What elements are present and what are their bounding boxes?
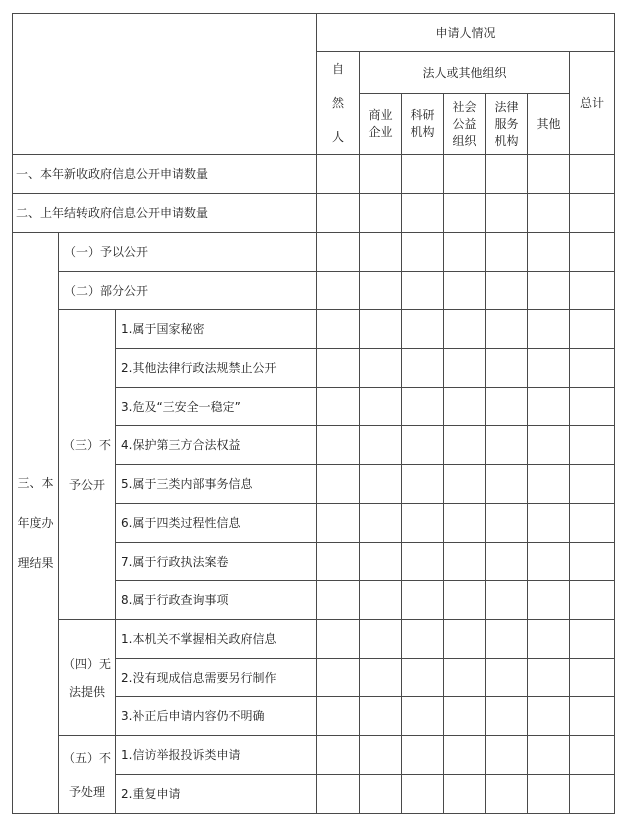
data-cell bbox=[317, 272, 360, 310]
data-cell bbox=[486, 465, 528, 504]
unable-item: 1.本机关不掌握相关政府信息 bbox=[116, 620, 317, 659]
data-cell bbox=[360, 504, 402, 543]
data-cell bbox=[360, 272, 402, 310]
data-cell bbox=[570, 465, 615, 504]
data-cell bbox=[317, 388, 360, 426]
data-cell bbox=[528, 426, 570, 465]
data-cell bbox=[444, 543, 486, 581]
not-disclose-item: 7.属于行政执法案卷 bbox=[116, 543, 317, 581]
data-cell bbox=[402, 775, 444, 814]
data-cell bbox=[486, 697, 528, 736]
data-cell bbox=[528, 310, 570, 349]
data-cell bbox=[360, 310, 402, 349]
natural-person-header bbox=[317, 52, 360, 155]
data-cell bbox=[444, 310, 486, 349]
research-header bbox=[402, 94, 444, 155]
data-cell bbox=[402, 504, 444, 543]
not-disclose-item: 6.属于四类过程性信息 bbox=[116, 504, 317, 543]
data-cell bbox=[317, 543, 360, 581]
data-cell bbox=[402, 349, 444, 388]
legal-service-header bbox=[486, 94, 528, 155]
data-cell bbox=[360, 388, 402, 426]
data-cell bbox=[444, 775, 486, 814]
data-cell bbox=[570, 155, 615, 194]
data-cell bbox=[570, 659, 615, 697]
not-disclose-label: （三）不予公开 bbox=[62, 437, 111, 492]
data-cell bbox=[444, 465, 486, 504]
data-cell bbox=[528, 388, 570, 426]
data-cell bbox=[528, 272, 570, 310]
other-header: 其他 bbox=[528, 94, 570, 155]
disclose-label: （一）予以公开 bbox=[59, 233, 317, 272]
data-cell bbox=[317, 581, 360, 620]
data-cell bbox=[528, 349, 570, 388]
data-cell bbox=[486, 272, 528, 310]
data-cell bbox=[570, 736, 615, 775]
data-cell bbox=[402, 310, 444, 349]
data-cell bbox=[570, 388, 615, 426]
partial-label: （二）部分公开 bbox=[59, 272, 317, 310]
data-cell bbox=[317, 233, 360, 272]
data-cell bbox=[317, 465, 360, 504]
data-cell bbox=[402, 426, 444, 465]
data-cell bbox=[528, 581, 570, 620]
data-cell bbox=[317, 659, 360, 697]
research-label: 科研机构 bbox=[410, 108, 435, 140]
data-cell bbox=[486, 581, 528, 620]
data-cell bbox=[360, 620, 402, 659]
data-cell bbox=[444, 349, 486, 388]
data-cell bbox=[486, 194, 528, 233]
data-cell bbox=[486, 504, 528, 543]
data-cell bbox=[486, 659, 528, 697]
data-cell bbox=[402, 620, 444, 659]
data-cell bbox=[570, 504, 615, 543]
not-process-item: 1.信访举报投诉类申请 bbox=[116, 736, 317, 775]
data-cell bbox=[486, 736, 528, 775]
commercial-label: 商业企业 bbox=[368, 108, 393, 140]
data-cell bbox=[486, 388, 528, 426]
data-cell bbox=[402, 155, 444, 194]
data-cell bbox=[486, 543, 528, 581]
data-cell bbox=[528, 155, 570, 194]
not-disclose-item: 8.属于行政查询事项 bbox=[116, 581, 317, 620]
data-cell bbox=[486, 775, 528, 814]
legal-person-group-header: 法人或其他组织 bbox=[360, 52, 570, 94]
data-cell bbox=[486, 620, 528, 659]
info-disclosure-table bbox=[12, 13, 615, 814]
data-cell bbox=[570, 775, 615, 814]
data-cell bbox=[444, 659, 486, 697]
data-cell bbox=[486, 349, 528, 388]
data-cell bbox=[360, 659, 402, 697]
data-cell bbox=[570, 233, 615, 272]
data-cell bbox=[402, 465, 444, 504]
data-cell bbox=[528, 194, 570, 233]
data-cell bbox=[360, 775, 402, 814]
not-disclose-item: 5.属于三类内部事务信息 bbox=[116, 465, 317, 504]
data-cell bbox=[317, 620, 360, 659]
data-cell bbox=[444, 194, 486, 233]
data-cell bbox=[402, 697, 444, 736]
data-cell bbox=[444, 620, 486, 659]
data-cell bbox=[528, 465, 570, 504]
not-disclose-item: 3.危及“三安全一稳定” bbox=[116, 388, 317, 426]
data-cell bbox=[402, 272, 444, 310]
data-cell bbox=[317, 697, 360, 736]
data-cell bbox=[360, 155, 402, 194]
results-label-cell bbox=[13, 233, 59, 814]
data-cell bbox=[570, 349, 615, 388]
data-cell bbox=[444, 272, 486, 310]
data-cell bbox=[402, 388, 444, 426]
data-cell bbox=[486, 233, 528, 272]
data-cell bbox=[402, 659, 444, 697]
unable-label-cell bbox=[59, 620, 116, 736]
data-cell bbox=[402, 194, 444, 233]
unable-label: （四）无法提供 bbox=[62, 656, 111, 699]
commercial-header bbox=[360, 94, 402, 155]
data-cell bbox=[528, 697, 570, 736]
data-cell bbox=[570, 272, 615, 310]
data-cell bbox=[360, 543, 402, 581]
unable-item: 2.没有现成信息需要另行制作 bbox=[116, 659, 317, 697]
data-cell bbox=[528, 620, 570, 659]
data-cell bbox=[528, 233, 570, 272]
data-cell bbox=[360, 697, 402, 736]
data-cell bbox=[317, 155, 360, 194]
data-cell bbox=[528, 543, 570, 581]
data-cell bbox=[570, 310, 615, 349]
public-welfare-header bbox=[444, 94, 486, 155]
not-process-label: （五）不予处理 bbox=[62, 750, 111, 799]
data-cell bbox=[360, 581, 402, 620]
data-cell bbox=[486, 310, 528, 349]
data-cell bbox=[360, 349, 402, 388]
data-cell bbox=[528, 659, 570, 697]
data-cell bbox=[360, 465, 402, 504]
not-disclose-item: 1.属于国家秘密 bbox=[116, 310, 317, 349]
data-cell bbox=[486, 426, 528, 465]
data-cell bbox=[317, 349, 360, 388]
data-cell bbox=[570, 543, 615, 581]
legal-service-label: 法律服务机构 bbox=[494, 99, 519, 148]
not-process-label-cell bbox=[59, 736, 116, 814]
data-cell bbox=[360, 736, 402, 775]
data-cell bbox=[402, 581, 444, 620]
data-cell bbox=[317, 504, 360, 543]
data-cell bbox=[444, 736, 486, 775]
total-header: 总计 bbox=[570, 52, 615, 155]
data-cell bbox=[570, 697, 615, 736]
data-cell bbox=[570, 426, 615, 465]
new-requests-label: 一、本年新收政府信息公开申请数量 bbox=[13, 155, 317, 194]
public-welfare-label: 社会公益组织 bbox=[452, 99, 477, 148]
applicant-situation-header: 申请人情况 bbox=[317, 14, 615, 52]
data-cell bbox=[528, 504, 570, 543]
data-cell bbox=[444, 697, 486, 736]
carried-over-label: 二、上年结转政府信息公开申请数量 bbox=[13, 194, 317, 233]
data-cell bbox=[444, 155, 486, 194]
data-cell bbox=[570, 620, 615, 659]
data-cell bbox=[444, 581, 486, 620]
corner-cell bbox=[13, 14, 317, 155]
data-cell bbox=[402, 543, 444, 581]
data-cell bbox=[317, 194, 360, 233]
data-cell bbox=[570, 581, 615, 620]
data-cell bbox=[528, 736, 570, 775]
data-cell bbox=[317, 736, 360, 775]
data-cell bbox=[444, 426, 486, 465]
data-cell bbox=[317, 310, 360, 349]
unable-item: 3.补正后申请内容仍不明确 bbox=[116, 697, 317, 736]
data-cell bbox=[360, 426, 402, 465]
data-cell bbox=[317, 775, 360, 814]
data-cell bbox=[486, 155, 528, 194]
data-cell bbox=[402, 736, 444, 775]
not-process-item: 2.重复申请 bbox=[116, 775, 317, 814]
data-cell bbox=[444, 233, 486, 272]
data-cell bbox=[444, 504, 486, 543]
not-disclose-label-cell bbox=[59, 310, 116, 620]
not-disclose-item: 2.其他法律行政法规禁止公开 bbox=[116, 349, 317, 388]
data-cell bbox=[444, 388, 486, 426]
data-cell bbox=[570, 194, 615, 233]
data-cell bbox=[360, 233, 402, 272]
natural-person-label: 自然人 bbox=[332, 62, 345, 144]
not-disclose-item: 4.保护第三方合法权益 bbox=[116, 426, 317, 465]
data-cell bbox=[360, 194, 402, 233]
data-cell bbox=[528, 775, 570, 814]
data-cell bbox=[402, 233, 444, 272]
results-label: 三、本年度办理结果 bbox=[17, 476, 54, 570]
data-cell bbox=[317, 426, 360, 465]
